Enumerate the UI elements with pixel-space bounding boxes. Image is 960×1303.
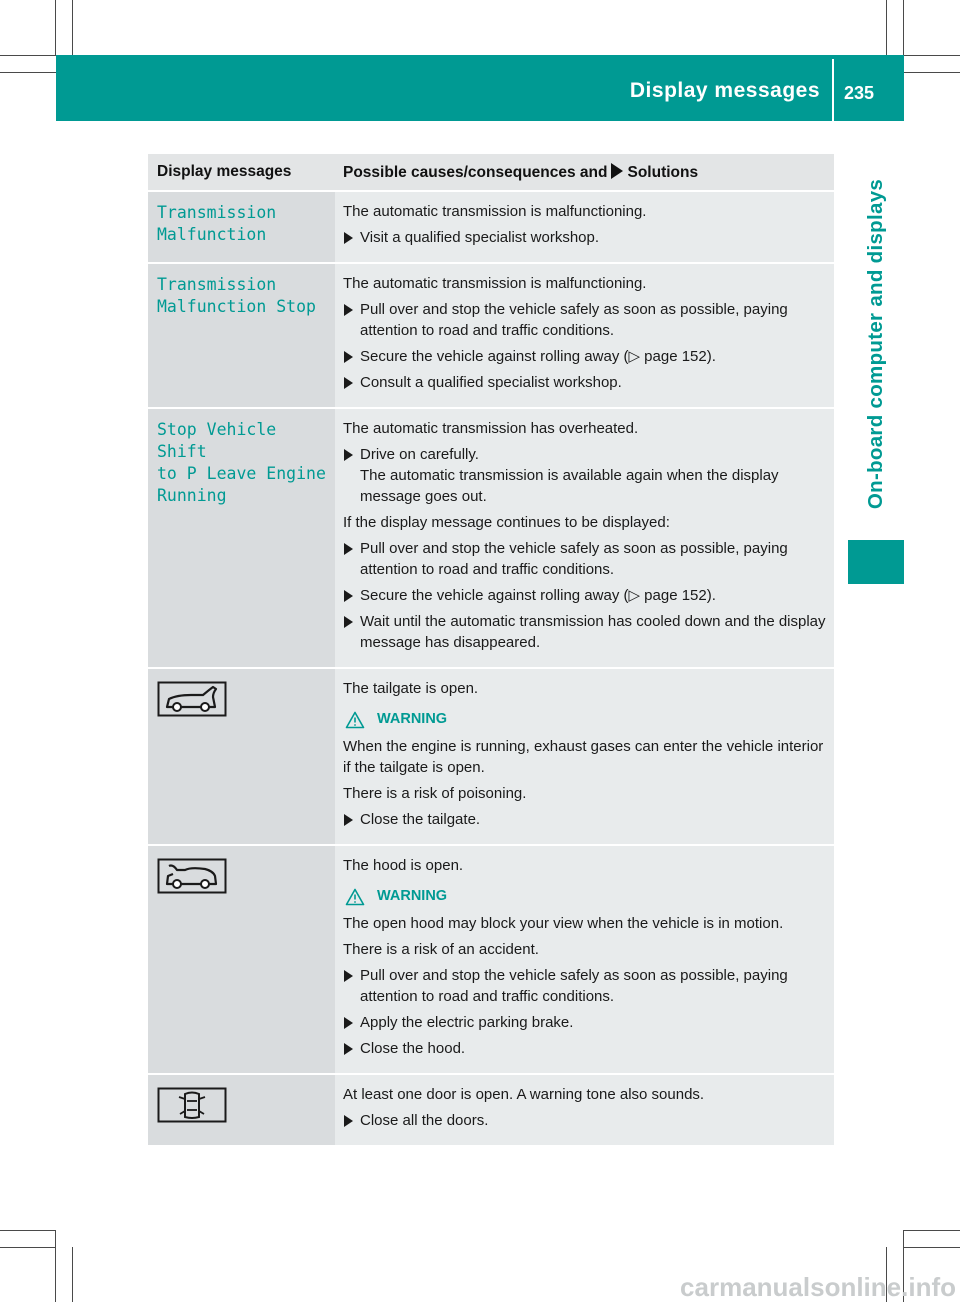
table-row bbox=[148, 408, 834, 668]
description-text: There is a risk of poisoning. bbox=[343, 785, 527, 802]
table-body bbox=[148, 191, 834, 1146]
display-message-text: Stop Vehicle Shift to P Leave Engine Running bbox=[157, 420, 326, 505]
step-text: Close all the doors. bbox=[360, 1112, 489, 1129]
action-arrow-icon bbox=[611, 163, 623, 179]
description-text: The tailgate is open. bbox=[343, 680, 479, 697]
message-cell bbox=[148, 1074, 335, 1146]
step-text: The automatic transmission is available again when the display message goes out. bbox=[360, 467, 779, 505]
table-row bbox=[148, 845, 834, 1074]
display-message-text: Transmission Malfunction Stop bbox=[157, 275, 316, 316]
action-step bbox=[343, 1110, 828, 1131]
solution-cell bbox=[335, 263, 834, 408]
tailgate-open-icon bbox=[157, 681, 326, 723]
action-arrow-icon bbox=[344, 814, 353, 826]
action-arrow-icon bbox=[344, 590, 353, 602]
crop-mark bbox=[903, 0, 904, 55]
description-text: The automatic transmission has overheated. bbox=[343, 420, 639, 437]
warning-heading bbox=[343, 886, 828, 907]
action-arrow-icon bbox=[344, 304, 353, 316]
action-step bbox=[343, 346, 828, 367]
crop-mark bbox=[904, 72, 960, 73]
crop-mark bbox=[0, 1230, 56, 1231]
step-text: Drive on carefully. bbox=[360, 446, 479, 463]
description-text: At least one door is open. A warning tone also sounds. bbox=[343, 1086, 705, 1103]
step-text: Close the tailgate. bbox=[360, 811, 481, 828]
crop-mark bbox=[0, 1247, 56, 1248]
message-cell bbox=[148, 668, 335, 845]
crop-mark bbox=[0, 72, 56, 73]
action-arrow-icon bbox=[344, 377, 353, 389]
warning-label: WARNING bbox=[377, 888, 448, 904]
description-text: If the display message continues to be displayed: bbox=[343, 514, 670, 531]
crop-mark bbox=[55, 0, 56, 55]
solution-cell bbox=[335, 408, 834, 668]
solution-cell bbox=[335, 845, 834, 1074]
table-row bbox=[148, 668, 834, 845]
description-text: The automatic transmission is malfunctioning. bbox=[343, 203, 647, 220]
step-text: Visit a qualified specialist workshop. bbox=[360, 229, 600, 246]
description-text: The automatic transmission is malfunctioning. bbox=[343, 275, 647, 292]
crop-mark bbox=[55, 1230, 56, 1302]
warning-triangle-icon bbox=[343, 711, 377, 729]
crop-mark bbox=[0, 55, 56, 56]
step-text: Secure the vehicle against rolling away (▷ page 152). bbox=[360, 348, 716, 365]
warning-triangle-icon bbox=[343, 888, 377, 906]
description-text: The hood is open. bbox=[343, 857, 464, 874]
step-text: Apply the electric parking brake. bbox=[360, 1014, 574, 1031]
crop-mark bbox=[72, 1247, 73, 1302]
crop-mark bbox=[904, 55, 960, 56]
step-text: Wait until the automatic transmission has cooled down and the display message has disappeared. bbox=[360, 613, 826, 651]
col-header-label: Possible causes/consequences and bbox=[343, 163, 608, 181]
step-text: Secure the vehicle against rolling away (▷ page 152). bbox=[360, 587, 716, 604]
action-step bbox=[343, 444, 828, 465]
action-step bbox=[343, 372, 828, 393]
action-arrow-icon bbox=[344, 616, 353, 628]
message-cell bbox=[148, 408, 335, 668]
table-row bbox=[148, 263, 834, 408]
col-causes-solutions bbox=[335, 154, 834, 191]
message-cell bbox=[148, 263, 335, 408]
action-step bbox=[343, 538, 828, 580]
action-step bbox=[343, 965, 828, 1007]
page-title: Display messages bbox=[629, 79, 820, 102]
action-arrow-icon bbox=[344, 232, 353, 244]
description-text: The open hood may block your view when the vehicle is in motion. bbox=[343, 915, 784, 932]
action-step bbox=[343, 611, 828, 653]
action-step bbox=[343, 809, 828, 830]
col-display-messages bbox=[148, 154, 335, 191]
action-step bbox=[343, 227, 828, 248]
solution-cell bbox=[335, 668, 834, 845]
warning-heading bbox=[343, 709, 828, 730]
display-messages-table bbox=[148, 154, 834, 1147]
solution-cell bbox=[335, 1074, 834, 1146]
chapter-tab-marker bbox=[848, 540, 904, 584]
hood-open-icon bbox=[157, 858, 326, 900]
action-arrow-icon bbox=[344, 351, 353, 363]
description-text: When the engine is running, exhaust gases can enter the vehicle interior if the tailgate is open. bbox=[343, 738, 824, 776]
page-header bbox=[56, 55, 904, 121]
crop-mark bbox=[904, 1230, 960, 1231]
action-arrow-icon bbox=[344, 543, 353, 555]
chapter-label: On-board computer and displays bbox=[864, 178, 887, 510]
table-header-row bbox=[148, 154, 834, 191]
action-step bbox=[343, 465, 828, 507]
action-arrow-icon bbox=[344, 1017, 353, 1029]
step-text: Consult a qualified specialist workshop. bbox=[360, 374, 622, 391]
col-header-label: Solutions bbox=[627, 163, 699, 181]
action-step bbox=[343, 1012, 828, 1033]
crop-mark bbox=[904, 1247, 960, 1248]
display-message-text: Transmission Malfunction bbox=[157, 203, 277, 244]
step-text: Pull over and stop the vehicle safely as soon as possible, paying attention to road and traffic conditions. bbox=[360, 540, 788, 578]
door-open-icon bbox=[157, 1087, 326, 1129]
table-row bbox=[148, 191, 834, 263]
action-arrow-icon bbox=[344, 1115, 353, 1127]
step-text: Pull over and stop the vehicle safely as soon as possible, paying attention to road and traffic conditions. bbox=[360, 301, 788, 339]
action-step bbox=[343, 299, 828, 341]
description-text: There is a risk of an accident. bbox=[343, 941, 539, 958]
crop-mark bbox=[886, 0, 887, 55]
crop-mark bbox=[72, 0, 73, 55]
footer-watermark: carmanualsonline.info bbox=[680, 1272, 956, 1302]
message-cell bbox=[148, 845, 335, 1074]
action-arrow-icon bbox=[344, 970, 353, 982]
col-header-label: Display messages bbox=[157, 163, 292, 180]
table-row bbox=[148, 1074, 834, 1146]
action-step bbox=[343, 585, 828, 606]
page-number: 235 bbox=[844, 83, 875, 103]
step-text: Pull over and stop the vehicle safely as soon as possible, paying attention to road and traffic conditions. bbox=[360, 967, 788, 1005]
step-text: Close the hood. bbox=[360, 1040, 466, 1057]
warning-label: WARNING bbox=[377, 711, 448, 727]
header-divider bbox=[832, 59, 834, 121]
action-arrow-icon bbox=[344, 1043, 353, 1055]
message-cell bbox=[148, 191, 335, 263]
action-arrow-icon bbox=[344, 449, 353, 461]
action-step bbox=[343, 1038, 828, 1059]
solution-cell bbox=[335, 191, 834, 263]
